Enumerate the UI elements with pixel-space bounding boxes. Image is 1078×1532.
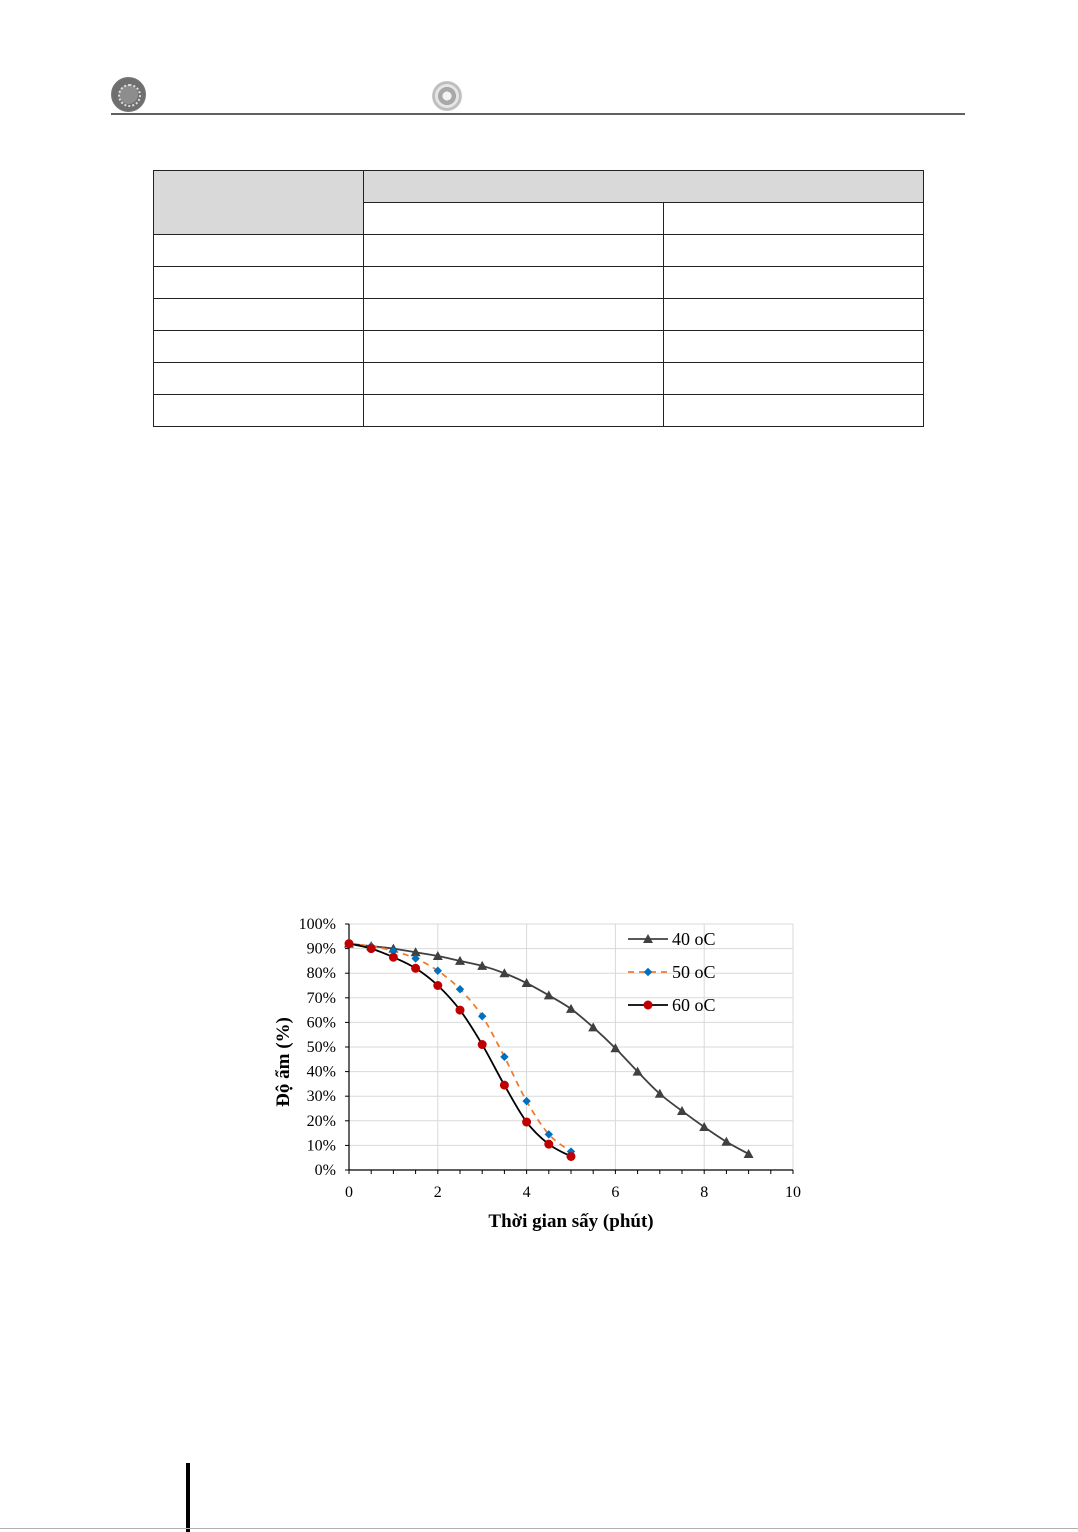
table-cell — [664, 331, 924, 363]
x-tick-label: 10 — [785, 1184, 801, 1201]
y-tick-label: 10% — [306, 1137, 336, 1155]
y-tick-label: 50% — [306, 1039, 336, 1056]
y-tick-label: 60% — [306, 1014, 336, 1032]
y-tick-label: 80% — [306, 965, 336, 983]
table-cell — [154, 395, 364, 427]
table-cell — [154, 363, 364, 395]
data-point — [500, 1081, 509, 1090]
moisture-drying-chart — [262, 905, 822, 1245]
table-subheader-cell — [364, 203, 664, 235]
table-cell — [364, 363, 664, 395]
footer-bar — [186, 1463, 190, 1532]
data-point — [456, 1006, 465, 1015]
x-tick-label: 0 — [345, 1184, 353, 1201]
table-header-cell — [364, 171, 924, 203]
table-cell — [154, 267, 364, 299]
table-cell — [364, 299, 664, 331]
y-tick-label: 30% — [306, 1088, 336, 1106]
legend-label: 50 oC — [672, 962, 716, 982]
legend-marker — [644, 1001, 653, 1010]
chart-canvas — [262, 905, 822, 1245]
table-cell — [364, 331, 664, 363]
data-point — [567, 1152, 576, 1161]
table-cell — [664, 235, 924, 267]
y-tick-label: 100% — [298, 916, 336, 933]
table-cell — [664, 395, 924, 427]
table-row — [154, 331, 924, 363]
y-tick-label: 20% — [306, 1112, 336, 1130]
x-axis-title: Thời gian sấy (phút) — [488, 1211, 654, 1232]
y-axis-title: Độ ẩm (%) — [273, 1017, 294, 1107]
table-cell — [664, 267, 924, 299]
y-tick-label: 90% — [306, 940, 336, 958]
table-row — [154, 363, 924, 395]
legend-label: 40 oC — [672, 929, 716, 949]
table-row — [154, 267, 924, 299]
data-point — [411, 964, 420, 973]
table-row — [154, 299, 924, 331]
table-cell — [664, 299, 924, 331]
table-row — [154, 395, 924, 427]
data-point — [345, 939, 354, 948]
table-header-row — [154, 171, 924, 203]
table-cell — [154, 235, 364, 267]
table-row — [154, 235, 924, 267]
data-point — [478, 1040, 487, 1049]
data-point — [522, 1118, 531, 1127]
y-tick-label: 0% — [314, 1162, 336, 1179]
x-tick-label: 8 — [700, 1184, 709, 1201]
legend-label: 60 oC — [672, 995, 716, 1015]
table-header-cell — [154, 171, 364, 235]
x-tick-label: 6 — [611, 1184, 620, 1201]
table-cell — [154, 299, 364, 331]
journal-emblem-icon — [432, 81, 462, 111]
header-divider — [111, 113, 965, 115]
x-tick-label: 2 — [433, 1184, 442, 1201]
data-point — [544, 1140, 553, 1149]
table-subheader-cell — [664, 203, 924, 235]
y-tick-label: 40% — [306, 1063, 336, 1081]
y-tick-label: 70% — [306, 989, 336, 1007]
footer-divider — [0, 1528, 1078, 1529]
data-point — [367, 944, 376, 953]
data-table — [153, 170, 924, 427]
data-point — [433, 981, 442, 990]
university-seal-icon — [111, 77, 146, 112]
x-tick-label: 4 — [522, 1184, 531, 1201]
table-cell — [364, 395, 664, 427]
table-cell — [364, 267, 664, 299]
table-cell — [154, 331, 364, 363]
table-cell — [364, 235, 664, 267]
data-point — [389, 953, 398, 962]
table-cell — [664, 363, 924, 395]
